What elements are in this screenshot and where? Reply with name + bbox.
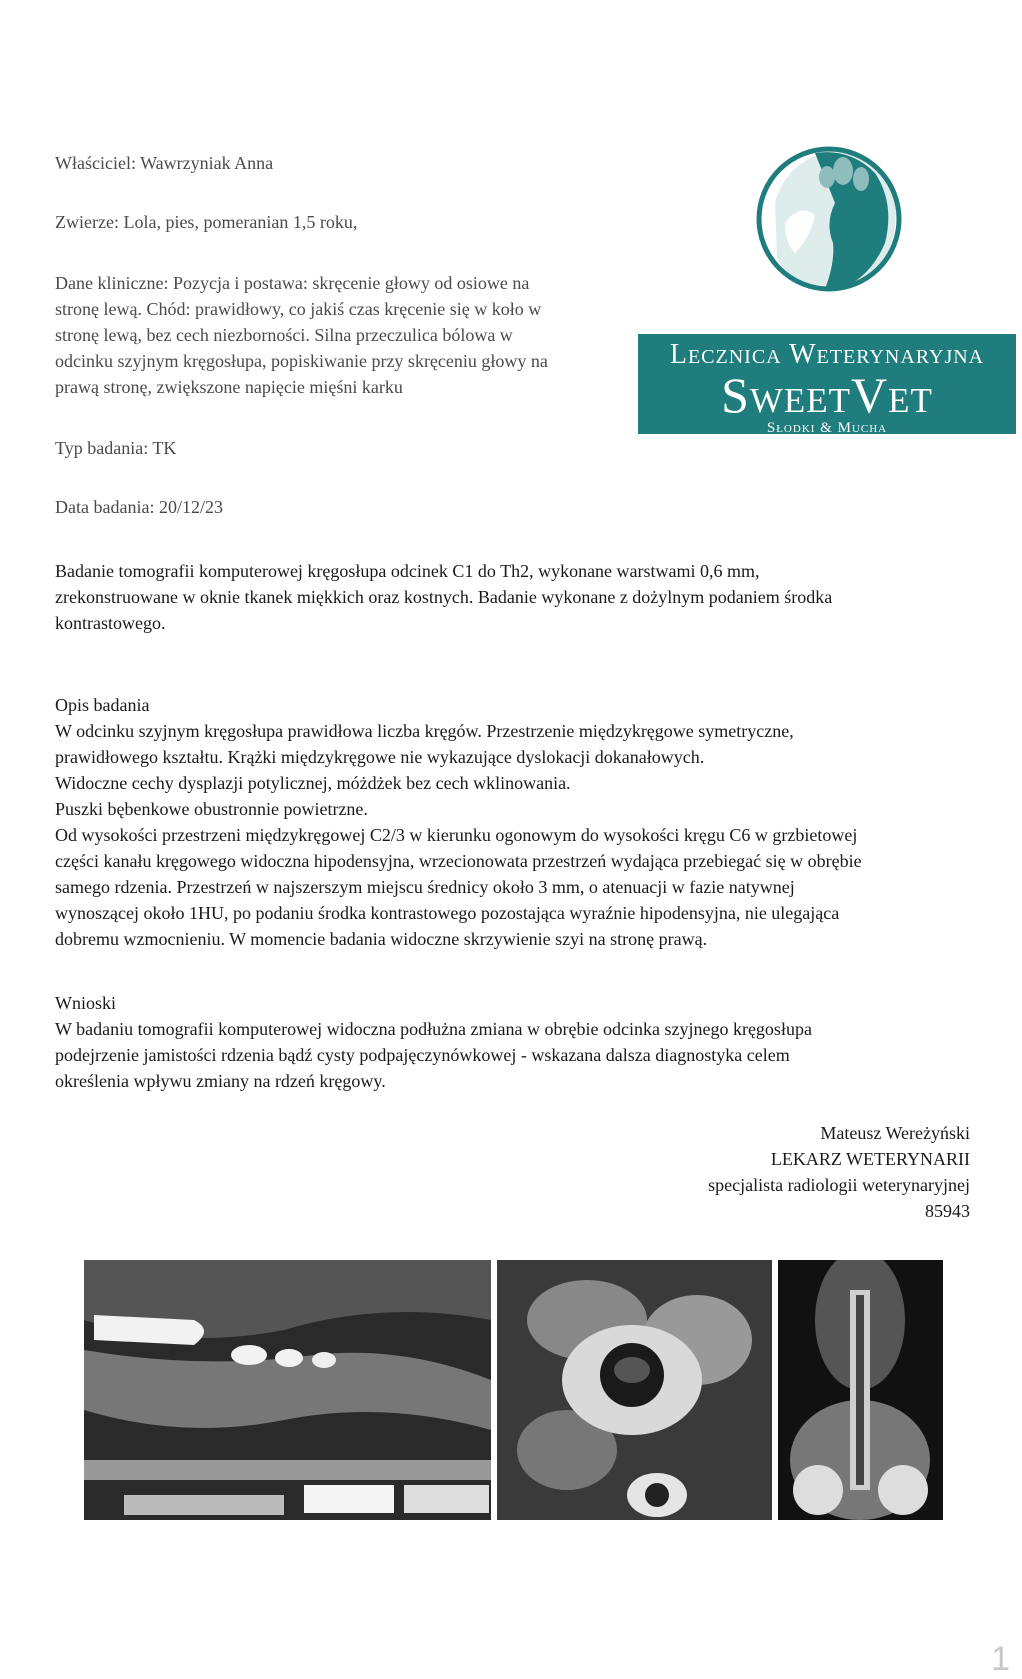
exam-type-field: Typ badania: TK: [55, 438, 177, 458]
findings-line: samego rdzenia. Przestrzeń w najszerszym miejscu średnicy około 3 mm, o atenuacji w fazie natywnej: [55, 877, 795, 897]
signature-specialty: specjalista radiologii weterynaryjnej: [708, 1175, 970, 1195]
page-number: 1: [991, 1640, 1010, 1678]
ct-sagittal-image: [84, 1260, 491, 1520]
clinic-logo-icon: [755, 143, 903, 295]
exam-intro: [55, 558, 965, 636]
signature-block: [708, 1120, 970, 1224]
ct-axial-image: [497, 1260, 772, 1520]
findings-title: Opis badania: [55, 695, 150, 715]
intro-line: Badanie tomografii komputerowej kręgosłupa odcinek C1 do Th2, wykonane warstwami 0,6 mm,: [55, 561, 760, 581]
signature-title: LEKARZ WETERYNARII: [770, 1149, 970, 1169]
conclusions-title: Wnioski: [55, 993, 116, 1013]
clinical-line: Dane kliniczne: Pozycja i postawa: skręcenie głowy od osiowe na: [55, 273, 530, 293]
findings-line: Puszki bębenkowe obustronnie powietrzne.: [55, 799, 368, 819]
findings-line: W odcinku szyjnym kręgosłupa prawidłowa liczba kręgów. Przestrzenie międzykręgowe symetryczne,: [55, 721, 794, 741]
findings-line: wynoszącej około 1HU, po podaniu środka kontrastowego pozostająca wyraźnie hipodensyjna, nie ulegająca: [55, 903, 840, 923]
clinical-line: prawą stronę, zwiększone napięcie mięśni karku: [55, 377, 403, 397]
findings-line: części kanału kręgowego widoczna hipodensyjna, wrzecionowata przestrzeń wydająca przebiegać się w obrębie: [55, 851, 862, 871]
intro-line: zrekonstruowane w oknie tkanek miękkich oraz kostnych. Badanie wykonane z dożylnym podaniem środka: [55, 587, 833, 607]
findings-line: Widoczne cechy dysplazji potylicznej, móżdżek bez cech wklinowania.: [55, 773, 571, 793]
intro-line: kontrastowego.: [55, 613, 166, 633]
conclusions-section: [55, 990, 955, 1094]
conclusions-line: określenia wpływu zmiany na rdzeń kręgowy.: [55, 1071, 386, 1091]
conclusions-line: podejrzenie jamistości rdzenia bądź cysty podpajęczynówkowej - wskazana dalsza diagnostyka celem: [55, 1045, 790, 1065]
clinical-line: odcinku szyjnym kręgosłupa, popiskiwanie przy skręceniu głowy na: [55, 351, 548, 371]
signature-name: Mateusz Wereżyński: [820, 1123, 970, 1143]
logo-line3: Słodki & Mucha: [766, 420, 888, 436]
findings-line: prawidłowego kształtu. Krążki międzykręgowe nie wykazujące dyslokacji dokanałowych.: [55, 747, 705, 767]
findings-line: Od wysokości przestrzeni międzykręgowej C2/3 w kierunku ogonowym do wysokości kręgu C6 w grzbietowej: [55, 825, 858, 845]
logo-line2: SweetVet: [721, 367, 933, 423]
signature-number: 85943: [925, 1201, 970, 1221]
clinic-logo-banner: [638, 334, 1016, 434]
animal-field: Zwierze: Lola, pies, pomeranian 1,5 roku,: [55, 212, 358, 232]
ct-coronal-image: [778, 1260, 943, 1520]
clinical-line: stronę lewą, bez cech niezborności. Silna przeczulica bólowa w: [55, 325, 513, 345]
findings-line: dobremu wzmocnieniu. W momencie badania widoczne skrzywienie szyi na stronę prawą.: [55, 929, 708, 949]
clinical-data: [55, 270, 615, 400]
findings-section: [55, 692, 985, 952]
conclusions-line: W badaniu tomografii komputerowej widoczna podłużna zmiana w obrębie odcinka szyjnego kręgosłupa: [55, 1019, 812, 1039]
exam-date-field: Data badania: 20/12/23: [55, 497, 223, 517]
owner-field: Właściciel: Wawrzyniak Anna: [55, 153, 274, 173]
logo-line1: Lecznica Weterynaryjna: [669, 339, 985, 370]
clinical-line: stronę lewą. Chód: prawidłowy, co jakiś czas kręcenie się w koło w: [55, 299, 542, 319]
